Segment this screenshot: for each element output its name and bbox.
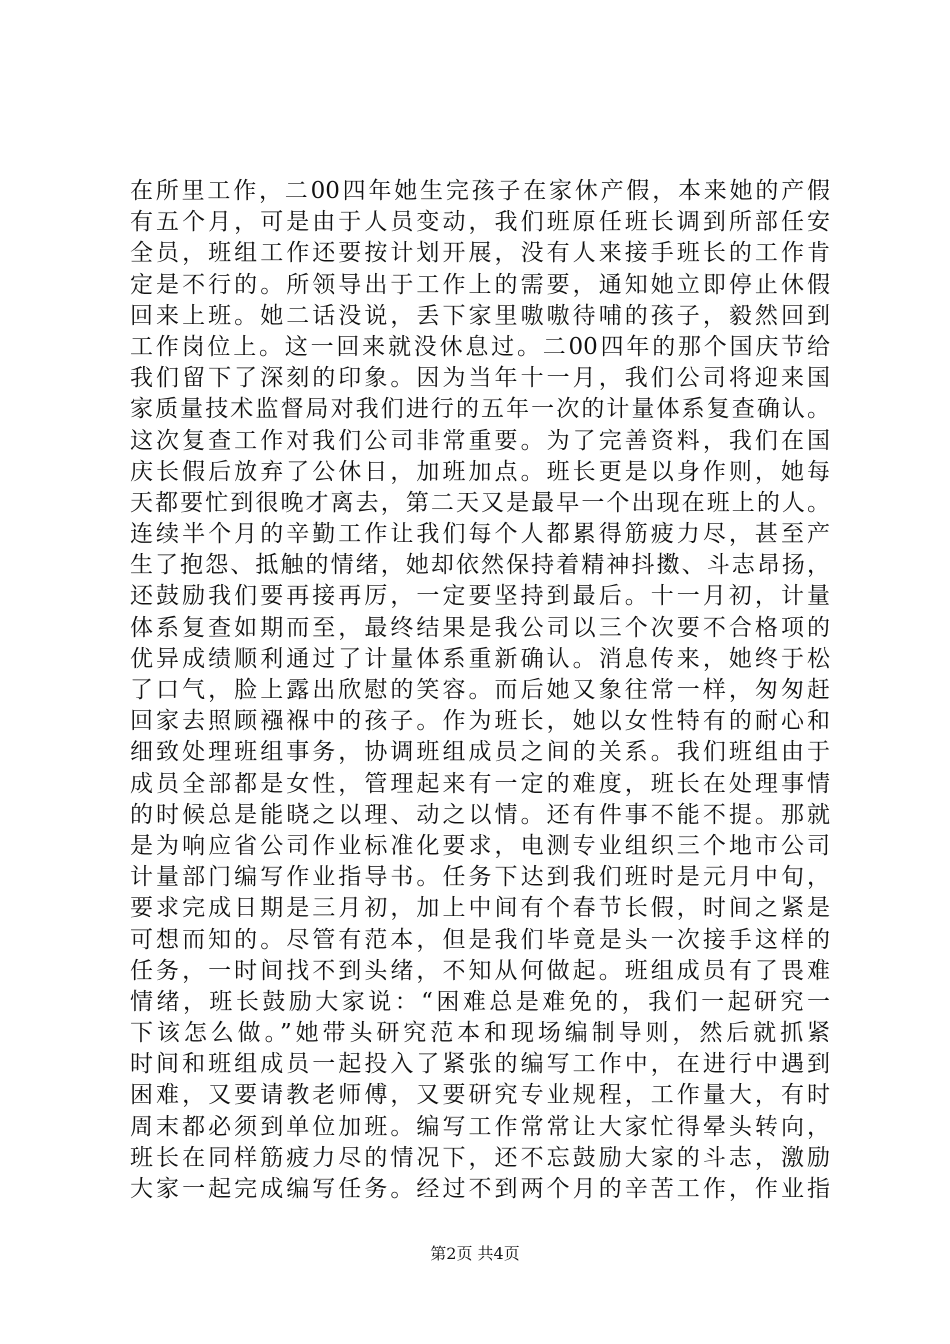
text-line: 有五个月，可是由于人员变动，我们班原任班长调到所部任安	[130, 209, 830, 236]
text-line: 情绪，班长鼓励大家说：“困难总是难免的，我们一起研究一	[130, 988, 830, 1015]
page-footer: 第2页 共4页	[430, 1244, 520, 1263]
text-line: 可想而知的。尽管有范本，但是我们毕竟是头一次接手这样的	[130, 926, 830, 953]
text-line: 家质量技术监督局对我们进行的五年一次的计量体系复查确认。	[130, 396, 830, 423]
text-line: 了口气，脸上露出欣慰的笑容。而后她又象往常一样，匆匆赶	[130, 677, 830, 703]
text-line: 体系复查如期而至，最终结果是我公司以三个次要不合格项的	[130, 614, 830, 641]
text-line: 要求完成日期是三月初，加上中间有个春节长假，时间之紧是	[130, 895, 830, 922]
text-line: 的时候总是能晓之以理、动之以情。还有件事不能不提。那就	[130, 801, 830, 828]
text-line: 还鼓励我们要再接再厉，一定要坚持到最后。十一月初，计量	[130, 583, 830, 610]
text-line: 回家去照顾襁褓中的孩子。作为班长，她以女性特有的耐心和	[130, 708, 830, 735]
text-line: 天都要忙到很晚才离去，第二天又是最早一个出现在班上的人。	[130, 489, 830, 516]
text-line: 成员全部都是女性，管理起来有一定的难度，班长在处理事情	[130, 770, 830, 797]
text-line: 定是不行的。所领导出于工作上的需要，通知她立即停止休假	[130, 271, 830, 298]
text-line: 计量部门编写作业指导书。任务下达到我们班时是元月中旬，	[130, 864, 830, 891]
body-text	[130, 176, 830, 1205]
text-line: 连续半个月的辛勤工作让我们每个人都累得筋疲力尽，甚至产	[130, 521, 830, 548]
text-line: 细致处理班组事务，协调班组成员之间的关系。我们班组由于	[130, 739, 830, 766]
text-line: 庆长假后放弃了公休日，加班加点。班长更是以身作则，她每	[130, 458, 830, 485]
text-line: 时间和班组成员一起投入了紧张的编写工作中，在进行中遇到	[130, 1051, 830, 1078]
text-line: 工作岗位上。这一回来就没休息过。二00四年的那个国庆节给	[130, 333, 830, 360]
text-line: 下该怎么做。”她带头研究范本和现场编制导则，然后就抓紧	[130, 1020, 830, 1047]
text-line: 优异成绩顺利通过了计量体系重新确认。消息传来，她终于松	[130, 645, 830, 672]
text-line: 这次复查工作对我们公司非常重要。为了完善资料，我们在国	[130, 427, 830, 454]
text-line: 回来上班。她二话没说，丢下家里嗷嗷待哺的孩子，毅然回到	[130, 302, 830, 329]
text-line: 我们留下了深刻的印象。因为当年十一月，我们公司将迎来国	[130, 365, 830, 392]
text-line: 班长在同样筋疲力尽的情况下，还不忘鼓励大家的斗志，激励	[130, 1144, 830, 1171]
text-line: 任务，一时间找不到头绪，不知从何做起。班组成员有了畏难	[130, 957, 830, 984]
text-line: 全员，班组工作还要按计划开展，没有人来接手班长的工作肯	[130, 240, 830, 267]
text-line: 在所里工作，二00四年她生完孩子在家休产假，本来她的产假	[130, 178, 830, 204]
text-line: 大家一起完成编写任务。经过不到两个月的辛苦工作，作业指	[130, 1176, 830, 1202]
text-line: 困难，又要请教老师傅，又要研究专业规程，工作量大，有时	[130, 1082, 830, 1109]
text-line: 生了抱怨、抵触的情绪，她却依然保持着精神抖擞、斗志昂扬，	[130, 552, 830, 579]
text-line: 周末都必须到单位加班。编写工作常常让大家忙得晕头转向，	[130, 1113, 830, 1140]
text-line: 是为响应省公司作业标准化要求，电测专业组织三个地市公司	[130, 832, 830, 859]
